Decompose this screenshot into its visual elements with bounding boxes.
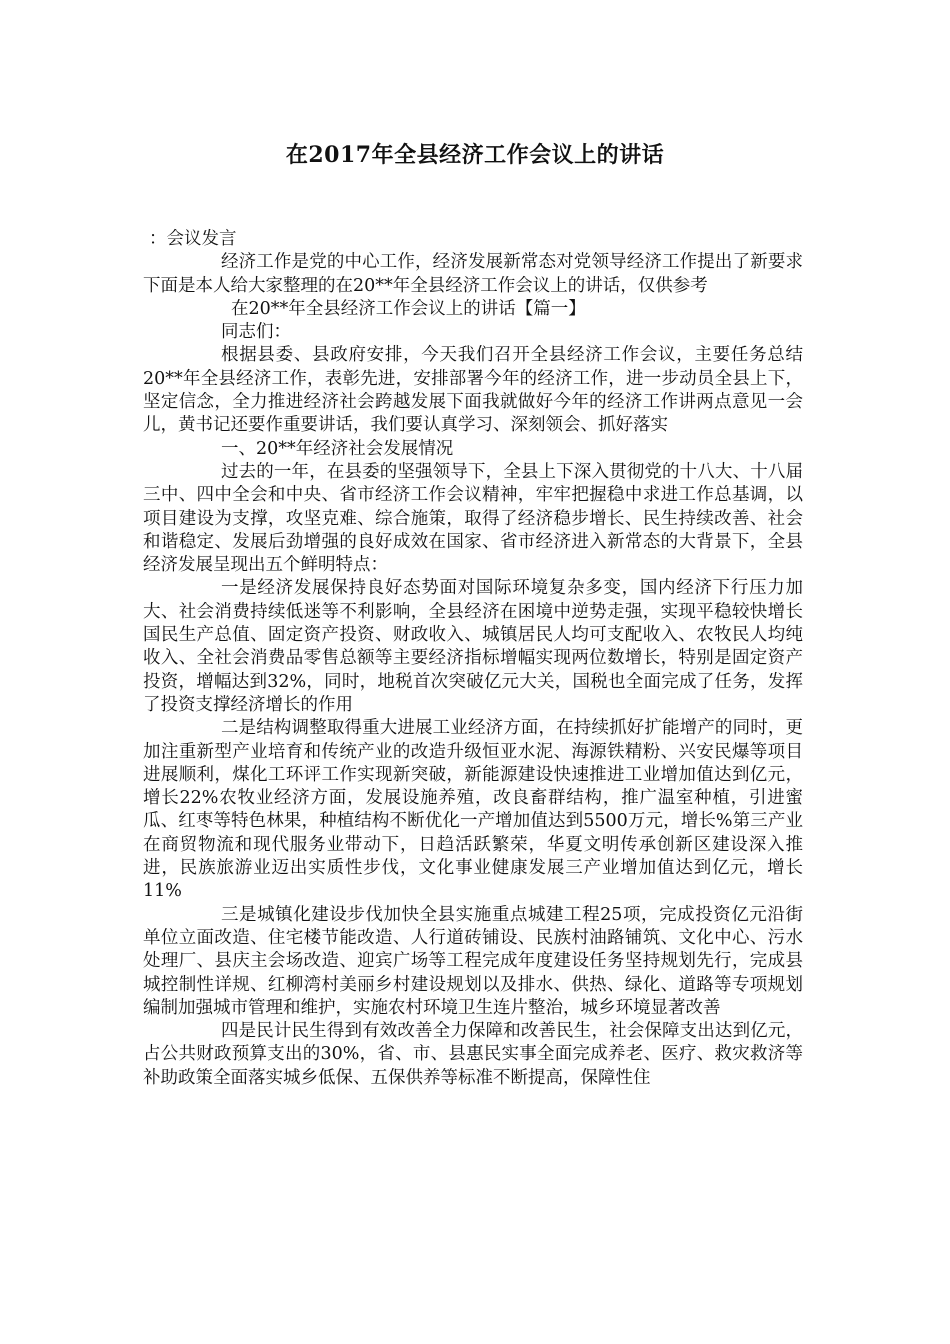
- paragraph-intro: 经济工作是党的中心工作，经济发展新常态对党领导经济工作提出了新要求下面是本人给大家整理的在20**年全县经济工作会议上的讲话，仅供参考: [143, 252, 803, 296]
- section-heading: 一、20**年经济社会发展情况: [221, 438, 454, 459]
- paragraph-point-four: 四是民计民生得到有效改善全力保障和改善民生，社会保障支出达到亿元，占公共财政预算支出的30%，省、市、县惠民实事全面完成养老、医疗、救灾救济等补助政策全面落实城乡低保、五保供养等标准不断提高，保障性住: [143, 1021, 803, 1088]
- paragraph-point-two: 二是结构调整取得重大进展工业经济方面，在持续抓好扩能增产的同时，更加注重新型产业培育和传统产业的改造升级恒亚水泥、海源铁精粉、兴安民爆等项目进展顺利，煤化工环评工作实现新突破，新能源建设快速推进工业增加值达到亿元，增长22%农牧业经济方面，发展设施养殖，改良畜群结构，推广温室种植，引进蜜瓜、红枣等特色林果，种植结构不断优化一产增加值达到5500万元，增长%第三产业在商贸物流和现代服务业带动下，日趋活跃繁荣，华夏文明传承创新区建设深入推进，民族旅游业迈出实质性步伐，文化事业健康发展三产业增加值达到亿元，增长11%: [143, 718, 803, 902]
- section-subtitle: 在20**年全县经济工作会议上的讲话【篇一】: [231, 298, 586, 319]
- paragraph-opening: 根据县委、县政府安排，今天我们召开全县经济工作会议，主要任务总结20**年全县经济工作，表彰先进，安排部署今年的经济工作，进一步动员全县上下，坚定信念，全力推进经济社会跨越发展下面我就做好今年的经济工作讲两点意见一会儿，黄书记还要作重要讲话，我们要认真学习、深刻领会、抓好落实: [143, 345, 803, 436]
- paragraph-point-one: 一是经济发展保持良好态势面对国际环境复杂多变，国内经济下行压力加大、社会消费持续低迷等不利影响，全县经济在困境中逆势走强，实现平稳较快增长国民生产总值、固定资产投资、财政收入、城镇居民人均可支配收入、农牧民人均纯收入、全社会消费品零售总额等主要经济指标增幅实现两位数增长，特别是固定资产投资，增幅达到32%，同时，地税首次突破亿元大关，国税也全面完成了任务，发挥了投资支撑经济增长的作用: [143, 578, 803, 715]
- document-body: [143, 228, 803, 1090]
- paragraph-tag: ：会议发言: [149, 229, 237, 249]
- paragraph-overview: 过去的一年，在县委的坚强领导下，全县上下深入贯彻党的十八大、十八届三中、四中全会和中央、省市经济工作会议精神，牢牢把握稳中求进工作总基调，以项目建设为支撑，攻坚克难、综合施策，取得了经济稳步增长、民生持续改善、社会和谐稳定、发展后劲增强的良好成效在国家、省市经济进入新常态的大背景下，全县经济发展呈现出五个鲜明特点：: [143, 461, 803, 576]
- paragraph-salutation: 同志们：: [221, 322, 291, 343]
- paragraph-point-three: 三是城镇化建设步伐加快全县实施重点城建工程25项，完成投资亿元沿街单位立面改造、住宅楼节能改造、人行道砖铺设、民族村油路铺筑、文化中心、污水处理厂、县庆主会场改造、迎宾广场等工程完成年度建设任务坚持规划先行，完成县城控制性详规、红柳湾村美丽乡村建设规划以及排水、供热、绿化、道路等专项规划编制加强城市管理和维护，实施农村环境卫生连片整治，城乡环境显著改善: [143, 904, 803, 1018]
- document-title: 在2017年全县经济工作会议上的讲话: [285, 142, 665, 168]
